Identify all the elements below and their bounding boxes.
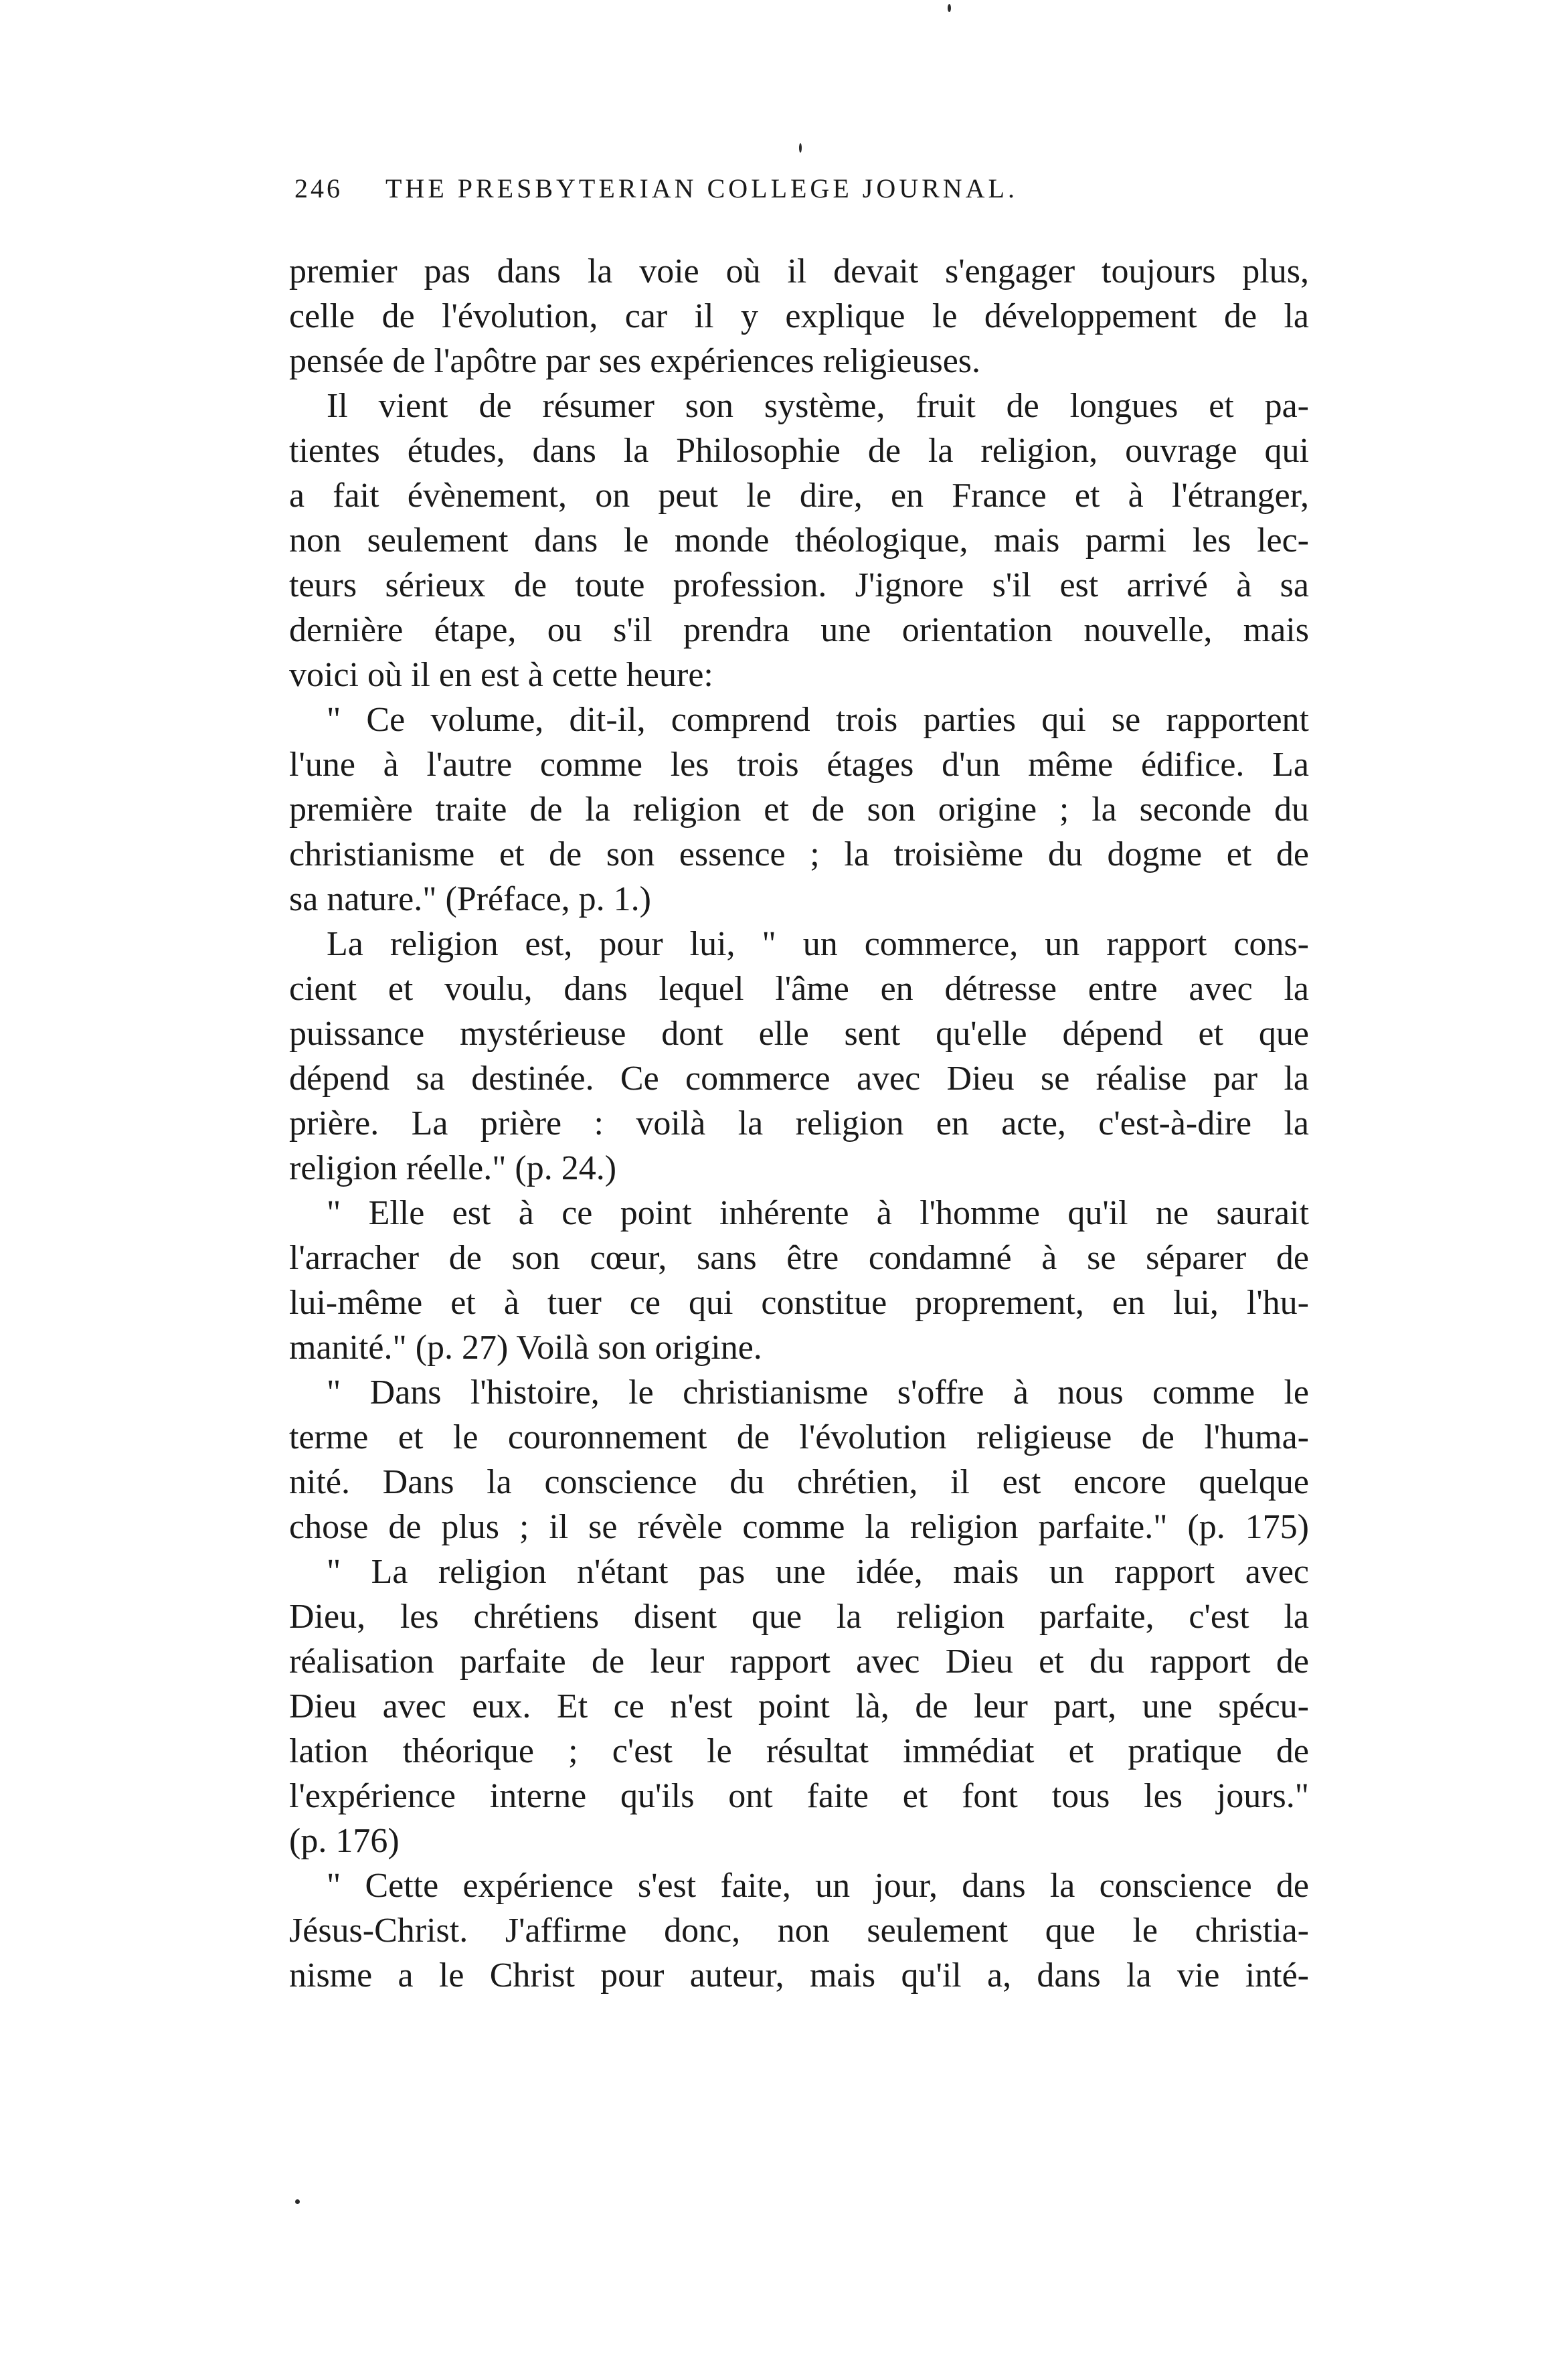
text-line: premier pas dans la voie où il devait s'engager toujours plus, [289, 252, 1309, 290]
quotation-paragraph [289, 1863, 1309, 1998]
text-line: manité." (p. 27) Voilà son origine. [289, 1329, 762, 1367]
page-header [294, 173, 1312, 213]
text-line: dernière étape, ou s'il prendra une orientation nouvelle, mais [289, 611, 1309, 649]
quotation-paragraph [289, 1549, 1309, 1863]
text-line: (p. 176) [289, 1822, 400, 1860]
text-line: teurs sérieux de toute profession. J'ignore s'il est arrivé à sa [289, 566, 1309, 604]
text-line: non seulement dans le monde théologique, mais parmi les lec- [289, 521, 1309, 560]
running-title: THE PRESBYTERIAN COLLEGE JOURNAL. [385, 173, 1018, 203]
text-line: christianisme et de son essence ; la troisième du dogme et de [289, 835, 1309, 873]
ink-speck-header [799, 143, 802, 153]
text-line: La religion est, pour lui, " un commerce, un rapport cons- [327, 925, 1309, 963]
text-line: puissance mystérieuse dont elle sent qu'elle dépend et que [289, 1015, 1309, 1053]
text-line: terme et le couronnement de l'évolution religieuse de l'huma- [289, 1418, 1309, 1456]
text-line: nité. Dans la conscience du chrétien, il est encore quelque [289, 1463, 1309, 1501]
text-line: tientes études, dans la Philosophie de la religion, ouvrage qui [289, 432, 1309, 470]
text-line: cient et voulu, dans lequel l'âme en détresse entre avec la [289, 970, 1309, 1008]
text-line: celle de l'évolution, car il y explique le développement de la [289, 297, 1309, 335]
text-line: religion réelle." (p. 24.) [289, 1149, 617, 1187]
paragraph [289, 384, 1309, 697]
quotation-paragraph [289, 1370, 1309, 1549]
text-line: lation théorique ; c'est le résultat immédiat et pratique de [289, 1732, 1309, 1770]
text-line: Jésus-Christ. J'affirme donc, non seulement que le christia- [289, 1912, 1309, 1950]
text-line: a fait évènement, on peut le dire, en France et à l'étranger, [289, 477, 1309, 515]
text-line: voici où il en est à cette heure: [289, 656, 713, 694]
text-line: l'une à l'autre comme les trois étages d'un même édifice. La [289, 746, 1309, 784]
text-line: nisme a le Christ pour auteur, mais qu'il a, dans la vie inté- [289, 1956, 1309, 1995]
text-line: " La religion n'étant pas une idée, mais un rapport avec [327, 1553, 1309, 1591]
paragraph [289, 922, 1309, 1191]
text-line: lui-même et à tuer ce qui constitue proprement, en lui, l'hu- [289, 1284, 1309, 1322]
text-line: " Cette expérience s'est faite, un jour, dans la conscience de [327, 1867, 1309, 1905]
text-line: chose de plus ; il se révèle comme la religion parfaite." (p. 175) [289, 1508, 1309, 1546]
text-line: l'arracher de son cœur, sans être condamné à se séparer de [289, 1239, 1309, 1277]
quotation-paragraph [289, 697, 1309, 922]
text-line: réalisation parfaite de leur rapport avec Dieu et du rapport de [289, 1642, 1309, 1681]
text-line: " Elle est à ce point inhérente à l'homme qu'il ne saurait [327, 1194, 1309, 1232]
paragraph [289, 249, 1309, 384]
text-line: première traite de la religion et de son origine ; la seconde du [289, 790, 1309, 829]
text-line: " Ce volume, dit-il, comprend trois parties qui se rapportent [327, 701, 1309, 739]
text-line: Dieu avec eux. Et ce n'est point là, de leur part, une spécu- [289, 1687, 1309, 1725]
text-line: prière. La prière : voilà la religion en acte, c'est-à-dire la [289, 1104, 1309, 1143]
ink-speck-bottom [295, 2199, 300, 2204]
ink-speck-top [948, 4, 951, 12]
page-number: 246 [294, 173, 343, 203]
text-line: dépend sa destinée. Ce commerce avec Dieu se réalise par la [289, 1060, 1309, 1098]
text-line: pensée de l'apôtre par ses expériences religieuses. [289, 342, 981, 380]
body-text [289, 249, 1309, 1998]
text-line: sa nature." (Préface, p. 1.) [289, 880, 651, 918]
text-line: Dieu, les chrétiens disent que la religion parfaite, c'est la [289, 1598, 1309, 1636]
text-line: " Dans l'histoire, le christianisme s'offre à nous comme le [327, 1373, 1309, 1412]
text-line: l'expérience interne qu'ils ont faite et font tous les jours." [289, 1777, 1309, 1815]
text-line: Il vient de résumer son système, fruit de longues et pa- [327, 387, 1309, 425]
quotation-paragraph [289, 1191, 1309, 1370]
